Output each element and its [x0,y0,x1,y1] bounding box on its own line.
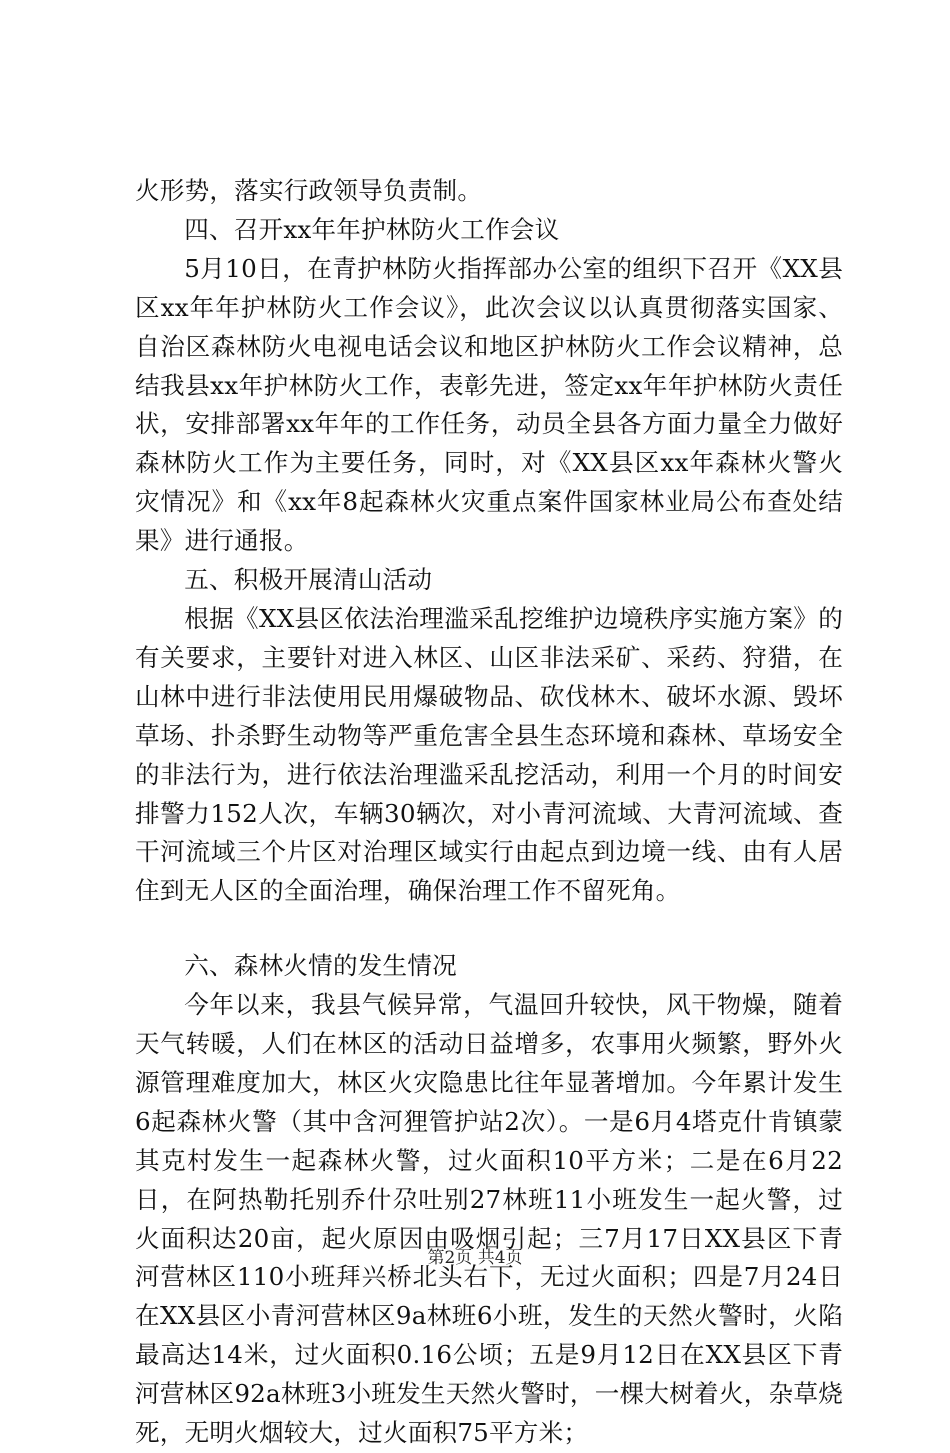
section-heading-4: 四、召开xx年年护林防火工作会议 [184,214,560,244]
paragraph-mountain-clearing: 根据《XX县区依法治理滥采乱挖维护边境秩序实施方案》的有关要求，主要针对进入林区、山区非法采矿、采药、狩猎，在山林中进行非法使用民用爆破物品、砍伐林木、破坏水源、毁坏草场、扑杀野生动物等严重危害全县生态环境和森林、草场安全的非法行为，进行依法治理滥采乱挖活动，利用一个月的时间安排警力152人次，车辆30辆次，对小青河流域、大青河流域、查干河流域三个片区对治理区域实行由起点到边境一线、由有人居住到无人区的全面治理，确保治理工作不留死角。 [135,603,843,906]
paragraph-fire-incidents: 今年以来，我县气候异常，气温回升较快，风干物燥，随着天气转暖，人们在林区的活动日益增多，农事用火频繁，野外火源管理难度加大，林区火灾隐患比往年显著增加。今年累计发生6起森林火警（其中含河狸管护站2次）。一是6月4塔克什肯镇蒙其克村发生一起森林火警，过火面积10平方米；二是在6月22日，在阿热勒托别乔什尕吐别27林班11小班发生一起火警，过火面积达20亩，起火原因由吸烟引起；三7月17日XX县区下青河营林区110小班拜兴桥北头右下，无过火面积；四是7月24日在XX县区小青河营林区9a林班6小班，发生的天然火警时，火陷最高达14米，过火面积0.16公顷；五是9月12日在XX县区下青河营林区92a林班3小班发生天然火警时，一棵大树着火，杂草烧死，无明火烟较大，过火面积75平方米； [135,990,843,1448]
paragraph-meeting: 5月10日，在青护林防火指挥部办公室的组织下召开《XX县区xx年年护林防火工作会议》，此次会议以认真贯彻落实国家、自治区森林防火电视电话会议和地区护林防火工作会议精神，总结我县xx年护林防火工作，表彰先进，签定xx年年护林防火责任状，安排部署xx年年的工作任务，动员全县各方面力量全力做好森林防火工作为主要任务，同时，对《XX县区xx年森林火警火灾情况》和《xx年8起森林火灾重点案件国家林业局公布查处结果》进行通报。 [135,253,843,556]
page-footer [0,1247,950,1269]
section-heading-6: 六、森林火情的发生情况 [184,951,457,981]
paragraph-continuation: 火形势，落实行政领导负责制。 [135,176,483,205]
section-heading-5: 五、积极开展清山活动 [184,565,433,595]
page-number-label: 第2页 共4页 [427,1248,523,1268]
